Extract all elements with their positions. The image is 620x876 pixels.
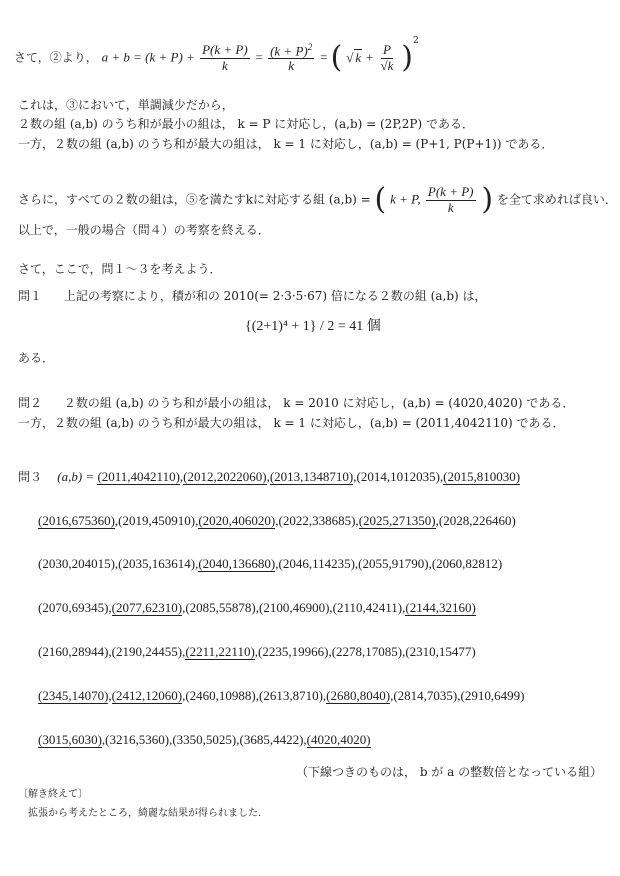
intro-ab: a + b = (k + P) +: [101, 49, 199, 65]
fraction-2: $\frac{(k + P)^2}{k}$: [270, 41, 313, 74]
pair-text: ,(2814,7035),(2910,6499): [390, 688, 525, 703]
pair-text: ,(2022,338685),: [275, 513, 359, 528]
underlined-pair: (2013,1348710): [269, 469, 354, 484]
underlined-pair: (2016,675360): [38, 513, 115, 528]
q2-line2: 一方，２数の組 (a,b) のうち和が最大の組は， k = 1 に対応し，(a,b) = (2011,4042110) である．: [18, 416, 565, 430]
q1-tail: ある．: [18, 351, 55, 365]
q1-line: [18, 289, 487, 303]
q3-row-4: [38, 644, 476, 660]
q2-line1: 問２ ２数の組 (a,b) のうち和が最小の組は， k = 2010 に対応し，(a,b) = (4020,4020) である．: [18, 396, 575, 410]
pair-text: ,: [179, 469, 184, 484]
pair-text: ,(2235,19966),(2278,17085),(2310,15477): [254, 644, 476, 659]
pair-text: (2070,69345),: [38, 600, 112, 615]
q3-row-1: [38, 513, 516, 529]
q3-prefix: (a,b) =: [57, 469, 98, 484]
para1-line1: これは，③において，単調減少だから，: [18, 98, 234, 112]
underlined-pair: (2144,32160): [405, 600, 476, 615]
pair-text: ,(2460,10988),(2613,8710),: [182, 688, 327, 703]
pair-text: ,(2014,1012035),: [353, 469, 444, 484]
underlined-pair: (4020,4020): [306, 732, 371, 747]
pair-text: ,: [266, 469, 270, 484]
pair-text: ,(2019,450910),: [114, 513, 199, 528]
q3-line: [18, 469, 520, 485]
pair-text: ,(2028,226460): [435, 513, 516, 528]
fraction-3: $\frac{P}{√k}$: [380, 42, 394, 73]
para1-line3: 一方，２数の組 (a,b) のうち和が最大の組は， k = 1 に対応し，(a,b) = (P+1, P(P+1)) である．: [18, 137, 554, 151]
underlined-pair: (2040,136680): [198, 556, 276, 571]
intro-lead: さて，②より，: [14, 50, 98, 65]
q3-row-5: [38, 688, 524, 704]
para2-line2: 以上で，一般の場合（問４）の考察を終える．: [18, 223, 270, 237]
right-paren: ): [401, 40, 413, 75]
left-paren: (: [330, 40, 343, 75]
footer-end: 〔解き終えて〕: [18, 789, 88, 800]
pair-text: (2160,28944),(2190,24455),: [38, 644, 186, 659]
q1-label: 問１: [18, 289, 43, 303]
q2-label: 問２: [18, 396, 43, 410]
q3-note: （下線つきのものは， b が a の整数倍となっている組）: [296, 765, 603, 779]
q3-label: 問３: [18, 470, 43, 484]
underlined-pair: (2211,22110): [185, 644, 255, 659]
pair-text: ,(3216,5360),(3350,5025),(3685,4422),: [101, 732, 307, 747]
footer-comment: 拡張から考えたところ，綺麗な結果が得られました．: [28, 808, 268, 819]
q1-text: 上記の考察により，積が和の 2010(= 2·3·5·67) 倍になる２数の組 (a,b) は，: [63, 289, 487, 303]
q3-row-6: [38, 732, 371, 748]
underlined-pair: (2345,14070): [38, 688, 109, 703]
pair-text: ,(2085,55878),(2100,46900),(2110,42411),: [182, 600, 406, 615]
q3-row-3: [38, 600, 476, 616]
underlined-pair: (2012,2022060): [183, 469, 267, 484]
para3-line1: さて，ここで，問１～３を考えよう．: [18, 262, 222, 276]
underlined-pair: (2077,62310): [111, 600, 183, 615]
para1-line2: ２数の組 (a,b) のうち和が最小の組は， k = P に対応し，(a,b) = (2P,2P) である．: [18, 117, 474, 131]
underlined-pair: (3015,6030): [38, 732, 102, 747]
underlined-pair: (2680,8040): [326, 688, 391, 703]
underlined-pair: (2020,406020): [198, 513, 276, 528]
pair-text: ,: [108, 688, 112, 703]
pair-text: ,(2046,114235),(2055,91790),(2060,82812): [275, 556, 503, 571]
intro-formula-line: さて，②より， a + b = (k + P) + $\frac{P(k + P)}{k}$ = $\frac{(k + P)^2}{k}$ = ( √ k + $\frac{P}{√k}$ )$^2$: [14, 35, 419, 75]
q1-formula: {(2+1)⁴ + 1} / 2 = 41 個: [245, 319, 381, 334]
pair-text: (2030,204015),(2035,163614),: [38, 556, 199, 571]
q3-row-2: [38, 556, 502, 572]
underlined-pair: (2011,4042110): [97, 469, 180, 484]
underlined-pair: (2015,810030): [443, 469, 521, 484]
underlined-pair: (2025,271350): [358, 513, 436, 528]
underlined-pair: (2412,12060): [111, 688, 183, 703]
q3-row-0: [97, 469, 520, 485]
fraction-1: $\frac{P(k + P)}{k}$: [202, 42, 248, 73]
para2-line1: さらに，すべての２数の組は，⑤を満たすkに対応する組 (a,b) = ( k + P, $\frac{P(k + P)}{k}$ ) を全て求めれば良い．: [18, 182, 617, 217]
fraction-para2: $\frac{P(k + P)}{k}$: [427, 184, 474, 215]
